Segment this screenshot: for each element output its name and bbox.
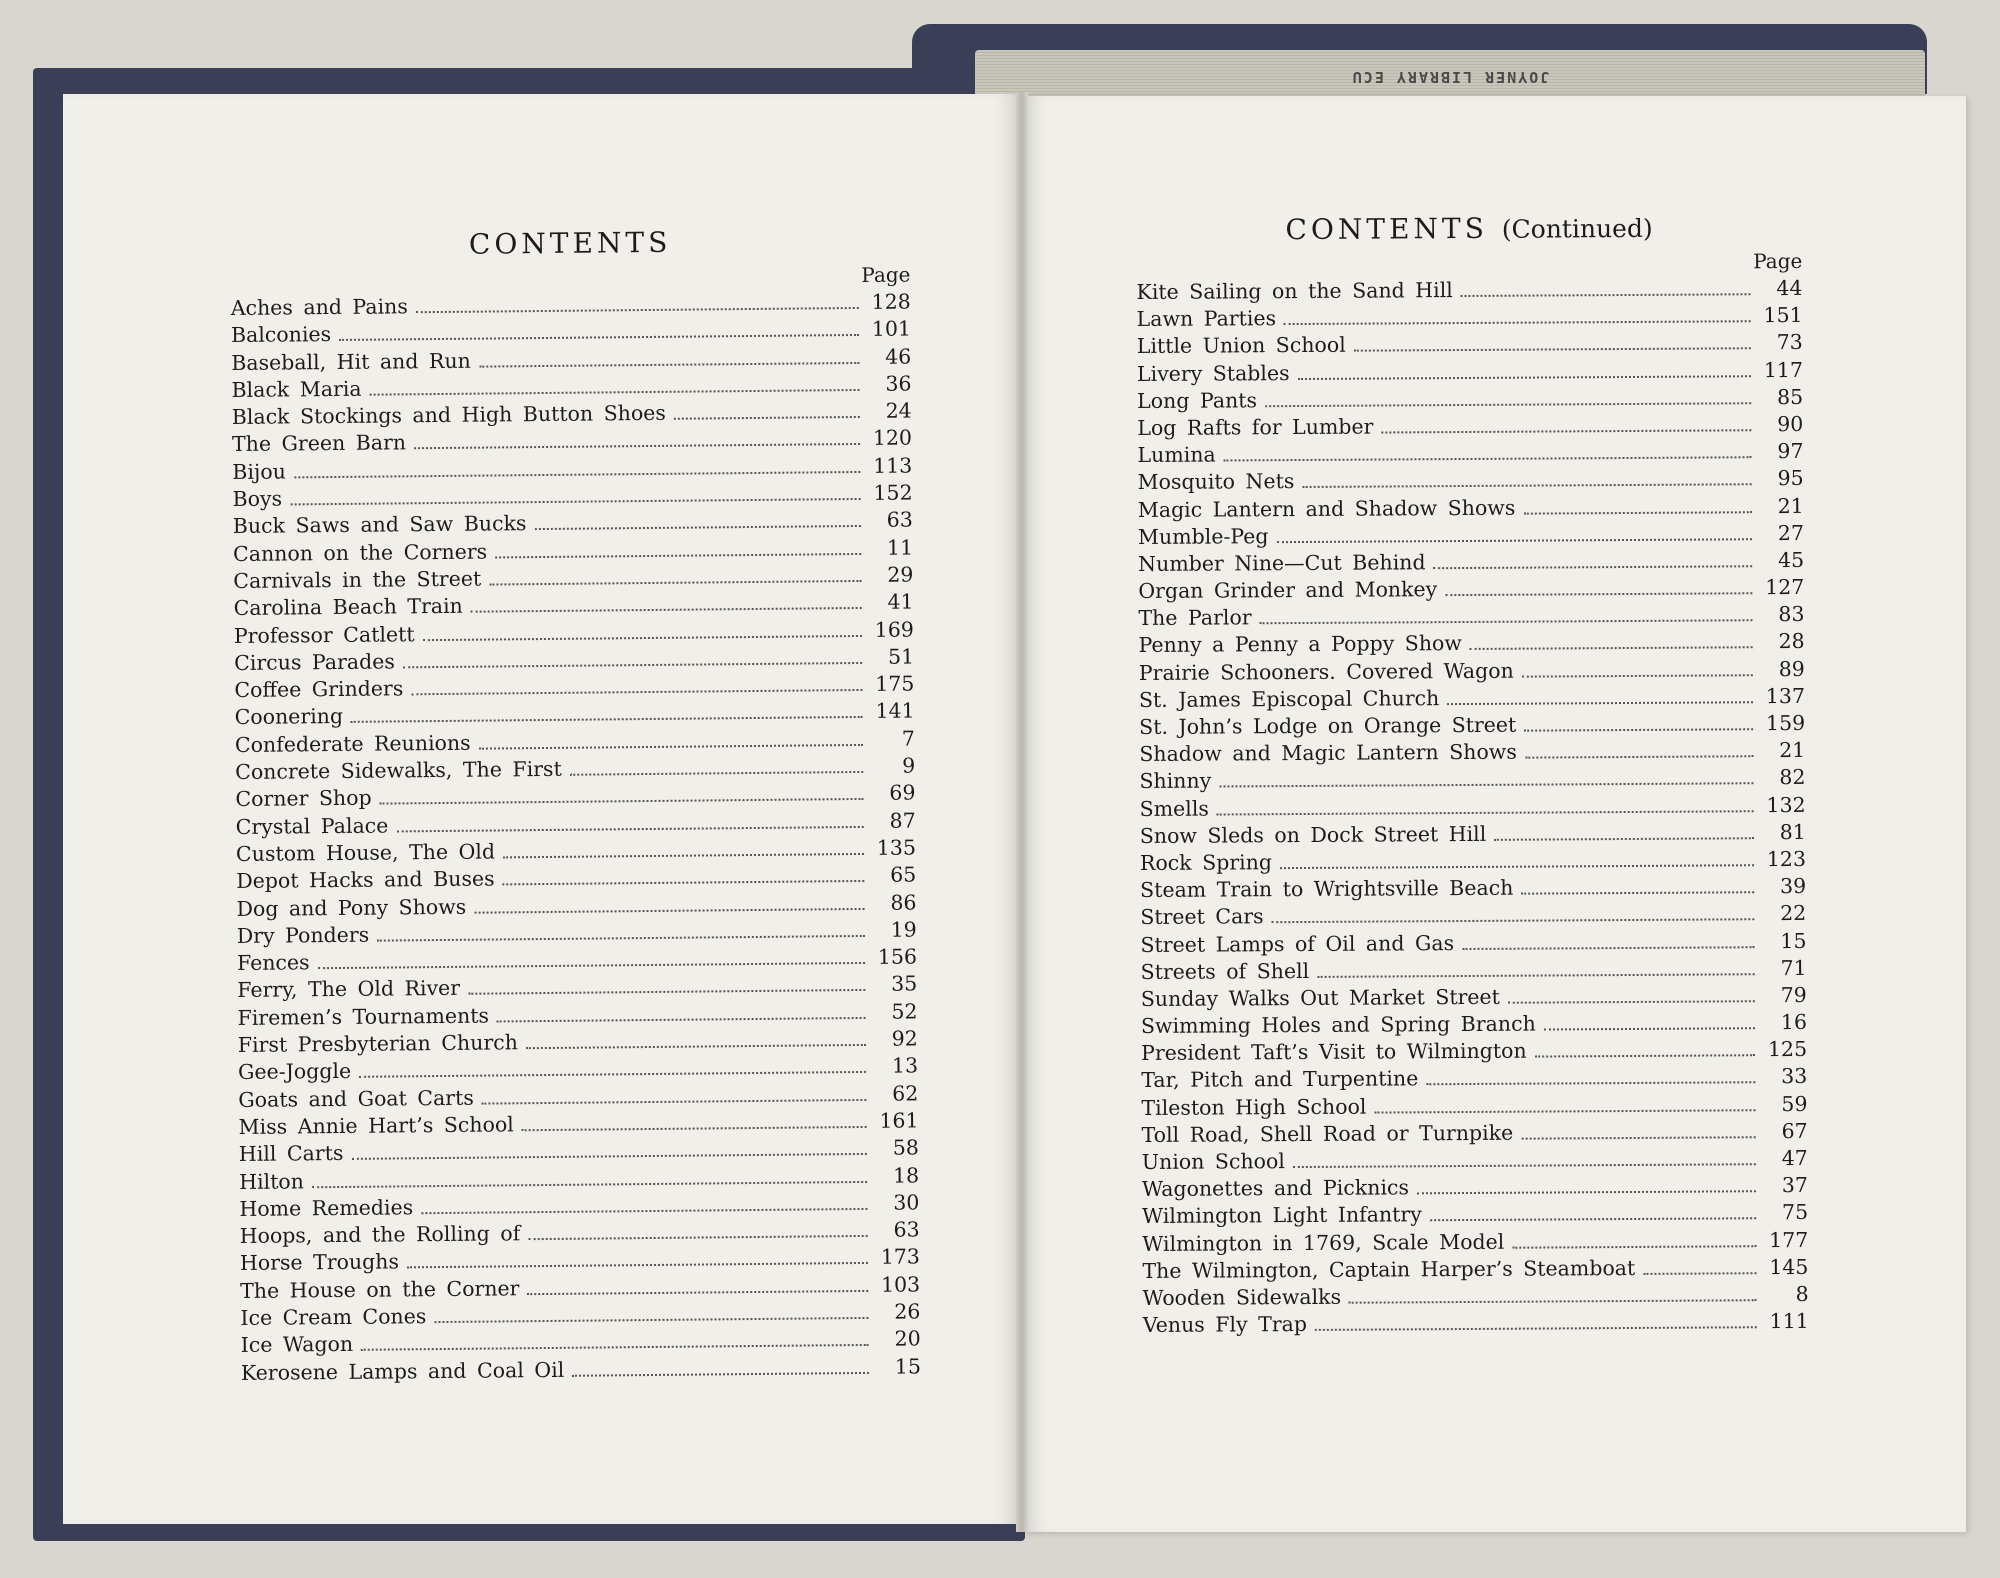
entry-page-number: 89 [1778, 656, 1805, 681]
contents-entry [1137, 384, 1803, 415]
contents-entry [1141, 1009, 1807, 1040]
dot-leader [503, 879, 865, 885]
contents-entry [1143, 1281, 1809, 1312]
entry-title: First Presbyterian Church [237, 1030, 518, 1057]
right-contents-list [1136, 275, 1808, 1339]
entry-page-number: 113 [873, 453, 913, 478]
dot-leader [421, 1207, 867, 1214]
entry-title: Wooden Sidewalks [1142, 1284, 1342, 1310]
dot-leader [528, 1234, 867, 1240]
entry-page-number: 58 [892, 1135, 919, 1160]
entry-page-number: 79 [1780, 982, 1807, 1007]
entry-page-number: 22 [1780, 901, 1807, 926]
entry-page-number: 18 [892, 1162, 920, 1188]
entry-title: The House on the Corner [240, 1275, 520, 1303]
entry-page-number: 9 [902, 753, 916, 778]
entry-page-number: 87 [889, 808, 916, 833]
entry-title: Hoops, and the Rolling of [239, 1221, 521, 1249]
entry-title: Shinny [1139, 768, 1212, 794]
dot-leader [1374, 1108, 1755, 1113]
book-gutter [1016, 92, 1028, 1532]
contents-entry [1137, 411, 1803, 442]
contents-entry [1137, 438, 1803, 469]
right-page-label: Page [1753, 248, 1803, 274]
entry-title: Miss Annie Hart’s School [238, 1112, 514, 1139]
entry-title: Shadow and Magic Lantern Shows [1139, 739, 1517, 767]
entry-page-number: 161 [879, 1108, 919, 1133]
entry-page-number: 151 [1763, 303, 1803, 328]
left-page-label: Page [861, 262, 911, 287]
entry-page-number: 175 [875, 671, 915, 696]
dot-leader [1265, 401, 1751, 407]
dot-leader [1445, 591, 1752, 596]
dot-leader [1217, 809, 1754, 815]
entry-title: Rock Spring [1139, 850, 1273, 875]
dot-leader [411, 688, 862, 695]
entry-title: Swimming Holes and Spring Branch [1140, 1011, 1536, 1039]
entry-page-number: 75 [1781, 1200, 1809, 1225]
entry-title: Black Maria [231, 376, 362, 402]
entry-title: Coonering [234, 704, 344, 730]
entry-page-number: 62 [892, 1081, 919, 1106]
entry-page-number: 120 [872, 425, 913, 451]
contents-entry [1139, 628, 1805, 659]
entry-page-number: 51 [887, 644, 915, 669]
contents-entry [1141, 1036, 1807, 1067]
entry-page-number: 28 [1778, 629, 1805, 654]
entry-title: Livery Stables [1136, 360, 1290, 386]
contents-entry [1138, 520, 1804, 551]
dot-leader [380, 797, 864, 805]
entry-page-number: 177 [1769, 1227, 1809, 1252]
entry-page-number: 123 [1766, 846, 1807, 872]
entry-title: Kite Sailing on the Sand Hill [1136, 278, 1453, 304]
dot-leader [294, 470, 860, 478]
entry-title: Concrete Sidewalks, The First [235, 756, 562, 785]
dot-leader [1317, 972, 1754, 978]
dot-leader [407, 1261, 868, 1268]
dot-leader [526, 1043, 866, 1049]
entry-page-number: 135 [876, 835, 917, 860]
entry-title: Bijou [232, 459, 286, 484]
dot-leader [318, 961, 865, 969]
entry-page-number: 44 [1776, 275, 1803, 301]
entry-page-number: 63 [893, 1217, 920, 1242]
dot-leader [1381, 428, 1751, 433]
entry-page-number: 132 [1766, 792, 1806, 817]
dot-leader [1523, 510, 1751, 514]
entry-page-number: 103 [880, 1272, 921, 1297]
dot-leader [434, 1316, 868, 1323]
entry-title: Black Stockings and High Button Shoes [231, 401, 667, 430]
dot-leader [290, 497, 860, 505]
entry-page-number: 46 [885, 344, 912, 369]
entry-title: Carnivals in the Street [233, 566, 482, 593]
dot-leader [1508, 999, 1755, 1004]
entry-title: Log Rafts for Lumber [1137, 414, 1374, 440]
entry-title: Street Lamps of Oil and Gas [1140, 930, 1455, 957]
entry-title: Goats and Goat Carts [238, 1085, 474, 1112]
dot-leader [570, 770, 863, 776]
left-contents-column [230, 223, 921, 1386]
dot-leader [1260, 618, 1753, 624]
entry-title: Organ Grinder and Monkey [1138, 577, 1438, 604]
dot-leader [1293, 1162, 1756, 1168]
contents-entry [1139, 710, 1805, 741]
entry-title: Confederate Reunions [234, 730, 471, 757]
entry-page-number: 152 [873, 480, 913, 505]
entry-title: Prairie Schooners. Covered Wagon [1138, 658, 1514, 685]
contents-entry [1143, 1308, 1809, 1339]
dot-leader [1280, 863, 1754, 869]
entry-title: Crystal Palace [235, 813, 389, 839]
contents-entry [1141, 1063, 1807, 1094]
entry-title: Wilmington Light Infantry [1142, 1202, 1422, 1229]
entry-title: Snow Sleds on Dock Street Hill [1139, 821, 1487, 848]
entry-title: Carolina Beach Train [233, 594, 463, 621]
entry-page-number: 45 [1777, 547, 1805, 572]
dot-leader [489, 579, 861, 586]
dot-leader [503, 852, 864, 858]
entry-title: Boys [232, 486, 283, 512]
dot-leader [1272, 918, 1755, 924]
contents-entry [1139, 683, 1805, 714]
entry-page-number: 67 [1781, 1118, 1808, 1143]
entry-title: Magic Lantern and Shadow Shows [1137, 495, 1516, 522]
entry-title: Home Remedies [239, 1195, 414, 1221]
entry-title: The Wilmington, Captain Harper’s Steamboat [1142, 1255, 1636, 1283]
contents-entry [1141, 1091, 1807, 1122]
entry-title: Mosquito Nets [1137, 469, 1295, 495]
entry-page-number: 117 [1763, 357, 1804, 382]
entry-page-number: 19 [890, 917, 917, 942]
entry-title: Hill Carts [238, 1141, 344, 1167]
entry-title: Lumina [1137, 442, 1216, 468]
entry-page-number: 85 [1776, 384, 1804, 409]
entry-page-number: 29 [887, 562, 914, 587]
dot-leader [1276, 537, 1752, 543]
entry-page-number: 156 [877, 944, 918, 969]
entry-title: Mumble-Peg [1137, 523, 1269, 549]
dot-leader [312, 1179, 867, 1187]
entry-title: Corner Shop [235, 786, 372, 812]
entry-page-number: 97 [1777, 439, 1804, 464]
dot-leader [1434, 564, 1753, 569]
entry-page-number: 11 [886, 535, 914, 560]
dot-leader [1349, 1298, 1757, 1303]
contents-entry [1139, 737, 1805, 768]
entry-page-number: 59 [1781, 1091, 1808, 1116]
contents-entry [1140, 846, 1806, 877]
entry-title: St. John’s Lodge on Orange Street [1139, 712, 1517, 739]
contents-entry [1139, 656, 1805, 687]
entry-title: Balconies [230, 322, 332, 348]
entry-title: Circus Parades [234, 649, 395, 675]
dot-leader [1219, 782, 1753, 788]
dot-leader [1522, 673, 1753, 677]
contents-entry [1137, 302, 1803, 333]
entry-title: Fences [236, 950, 310, 976]
dot-leader [339, 333, 859, 341]
right-heading-suffix: (Continued) [1501, 213, 1653, 244]
entry-page-number: 128 [871, 289, 911, 314]
entry-page-number: 65 [890, 862, 917, 887]
entry-page-number: 111 [1769, 1309, 1809, 1334]
entry-page-number: 92 [891, 1026, 918, 1051]
entry-page-number: 21 [1779, 738, 1806, 763]
entry-title: Tar, Pitch and Turpentine [1141, 1066, 1419, 1093]
entry-page-number: 159 [1765, 710, 1806, 736]
entry-page-number: 16 [1780, 1009, 1808, 1035]
dot-leader [396, 825, 863, 832]
entry-page-number: 7 [901, 726, 916, 751]
entry-title: Gee-Joggle [237, 1059, 352, 1085]
entry-page-number: 37 [1781, 1173, 1809, 1198]
dot-leader [1430, 1217, 1756, 1222]
left-contents-list [231, 288, 921, 1386]
dot-leader [370, 388, 860, 396]
entry-page-number: 90 [1777, 411, 1804, 437]
entry-title: Ice Cream Cones [240, 1304, 427, 1330]
dot-leader [522, 1125, 867, 1131]
contents-entry [1142, 1226, 1808, 1257]
dot-leader [1461, 292, 1751, 297]
entry-title: Horse Troughs [239, 1249, 400, 1276]
entry-title: Toll Road, Shell Road or Turnpike [1141, 1120, 1514, 1147]
entry-title: Wilmington in 1769, Scale Model [1142, 1229, 1505, 1256]
left-page-heading [230, 223, 910, 263]
entry-page-number: 95 [1777, 466, 1804, 491]
contents-entry [1139, 764, 1805, 795]
dot-leader [403, 661, 862, 668]
dot-leader [474, 906, 864, 913]
contents-entry [1138, 574, 1804, 605]
entry-page-number: 8 [1795, 1281, 1809, 1306]
contents-entry [1142, 1254, 1808, 1285]
entry-title: President Taft’s Visit to Wilmington [1141, 1038, 1527, 1066]
dot-leader [1224, 455, 1752, 461]
dot-leader [674, 415, 860, 420]
entry-page-number: 101 [871, 316, 912, 342]
contents-entry [1137, 329, 1803, 360]
entry-title: Depot Hacks and Buses [236, 866, 495, 894]
dot-leader [1512, 1244, 1756, 1248]
dot-leader [1298, 374, 1751, 380]
entry-page-number: 24 [885, 398, 912, 423]
contents-entry [1138, 601, 1804, 632]
contents-entry [1141, 955, 1807, 986]
contents-entry [1140, 927, 1806, 958]
entry-page-number: 21 [1777, 493, 1804, 518]
dot-leader [423, 634, 862, 641]
entry-page-number: 86 [890, 889, 917, 915]
contents-entry [1142, 1118, 1808, 1149]
dot-leader [359, 1070, 866, 1078]
entry-page-number: 36 [885, 371, 912, 396]
entry-title: Baseball, Hit and Run [231, 348, 471, 375]
entry-page-number: 27 [1777, 520, 1805, 545]
contents-entry [1142, 1172, 1808, 1203]
entry-title: St. James Episcopal Church [1138, 685, 1440, 712]
contents-entry [1137, 356, 1803, 387]
dot-leader [1426, 1081, 1755, 1086]
entry-title: Cannon on the Corners [232, 539, 488, 566]
entry-title: Ferry, The Old River [237, 976, 461, 1003]
entry-title: Union School [1141, 1149, 1285, 1174]
dot-leader [414, 442, 860, 449]
entry-title: Coffee Grinders [234, 676, 404, 703]
entry-title: Aches and Pains [230, 294, 408, 320]
dot-leader [1521, 1135, 1755, 1139]
entry-title: Dog and Pony Shows [236, 894, 467, 921]
dot-leader [1521, 890, 1754, 894]
dot-leader [351, 1152, 866, 1160]
entry-page-number: 20 [894, 1326, 921, 1351]
entry-title: Firemen’s Tournaments [237, 1003, 490, 1030]
dot-leader [1544, 1026, 1755, 1030]
dot-leader [1470, 646, 1753, 651]
dot-leader [1462, 945, 1754, 950]
entry-title: Kerosene Lamps and Coal Oil [240, 1357, 565, 1385]
entry-title: Lawn Parties [1136, 306, 1277, 332]
contents-entry [1142, 1199, 1808, 1230]
dot-leader [1535, 1053, 1755, 1057]
entry-title: Buck Saws and Saw Bucks [232, 511, 527, 539]
contents-entry [1140, 819, 1806, 850]
dot-leader [527, 1289, 868, 1295]
entry-page-number: 39 [1779, 874, 1807, 899]
right-contents-column [1136, 210, 1809, 1339]
entry-page-number: 26 [894, 1299, 921, 1324]
right-page-heading [1136, 210, 1802, 247]
contents-entry [1136, 275, 1802, 306]
entry-title: The Parlor [1138, 605, 1252, 631]
entry-page-number: 35 [891, 971, 918, 997]
dot-leader [1643, 1271, 1756, 1275]
dot-leader [1354, 347, 1751, 352]
entry-title: Street Cars [1140, 904, 1264, 930]
entry-title: Hilton [239, 1168, 305, 1194]
entry-title: Professor Catlett [233, 621, 415, 648]
entry-page-number: 71 [1780, 955, 1807, 980]
dot-leader [1494, 836, 1754, 841]
entry-title: Sunday Walks Out Market Street [1140, 984, 1500, 1011]
entry-page-number: 125 [1767, 1037, 1808, 1062]
dot-leader [361, 1343, 869, 1351]
contents-entry [1141, 982, 1807, 1013]
entry-page-number: 145 [1769, 1254, 1809, 1279]
entry-title: Custom House, The Old [235, 839, 496, 866]
entry-page-number: 81 [1779, 819, 1806, 844]
dot-leader [495, 552, 861, 559]
entry-page-number: 69 [889, 780, 916, 806]
contents-entry [1142, 1145, 1808, 1176]
contents-entry [1140, 873, 1806, 904]
entry-page-number: 15 [894, 1353, 922, 1379]
entry-page-number: 33 [1781, 1064, 1808, 1089]
entry-title: Penny a Penny a Poppy Show [1138, 631, 1462, 658]
entry-title: Little Union School [1136, 333, 1346, 359]
dot-leader [534, 524, 860, 530]
entry-page-number: 173 [880, 1244, 921, 1270]
dot-leader [1302, 483, 1751, 489]
dot-leader [1524, 727, 1753, 731]
dot-leader [416, 306, 859, 313]
entry-title: Streets of Shell [1140, 958, 1310, 984]
dot-leader [479, 361, 859, 368]
entry-page-number: 63 [886, 507, 913, 533]
left-heading-text: CONTENTS [468, 225, 672, 261]
dot-leader [377, 934, 865, 942]
entry-title: Wagonettes and Picknics [1141, 1175, 1410, 1202]
dot-leader [497, 1016, 866, 1023]
entry-page-number: 169 [874, 617, 914, 642]
entry-title: Tileston High School [1141, 1094, 1367, 1120]
dot-leader [471, 606, 862, 613]
entry-title: Steam Train to Wrightsville Beach [1140, 875, 1514, 903]
entry-page-number: 141 [875, 698, 915, 724]
entry-page-number: 13 [891, 1053, 919, 1078]
contents-entry [1138, 492, 1804, 523]
dot-leader [572, 1370, 869, 1376]
dot-leader [1447, 700, 1753, 705]
entry-page-number: 137 [1765, 683, 1806, 708]
dot-leader [1417, 1189, 1756, 1194]
entry-page-number: 127 [1765, 574, 1805, 600]
dot-leader [351, 715, 863, 723]
dot-leader [479, 743, 863, 750]
entry-page-number: 83 [1778, 602, 1805, 627]
dot-leader [482, 1098, 867, 1105]
dot-leader [1284, 319, 1751, 325]
entry-title: Dry Ponders [236, 922, 370, 948]
contents-entry [1138, 465, 1804, 496]
dot-leader [468, 988, 865, 995]
entry-title: Venus Fly Trap [1142, 1312, 1308, 1338]
contents-entry [1140, 791, 1806, 822]
entry-title: Long Pants [1137, 388, 1258, 413]
entry-title: The Green Barn [231, 430, 407, 457]
entry-page-number: 82 [1779, 765, 1806, 790]
entry-page-number: 15 [1780, 928, 1807, 953]
entry-page-number: 47 [1781, 1145, 1808, 1171]
contents-entry [1138, 547, 1804, 578]
entry-title: Ice Wagon [240, 1332, 354, 1358]
entry-page-number: 41 [887, 589, 914, 614]
entry-title: Number Nine—Cut Behind [1138, 550, 1426, 576]
entry-title: Smells [1139, 796, 1209, 821]
library-stamp: JOYNER LIBRARY ECU [1350, 68, 1550, 86]
dot-leader [1315, 1325, 1757, 1331]
right-heading-text: CONTENTS [1285, 211, 1488, 247]
contents-entry [1140, 900, 1806, 931]
entry-page-number: 52 [891, 999, 918, 1024]
entry-page-number: 73 [1776, 330, 1803, 355]
dot-leader [1525, 754, 1753, 758]
entry-page-number: 30 [893, 1190, 920, 1215]
